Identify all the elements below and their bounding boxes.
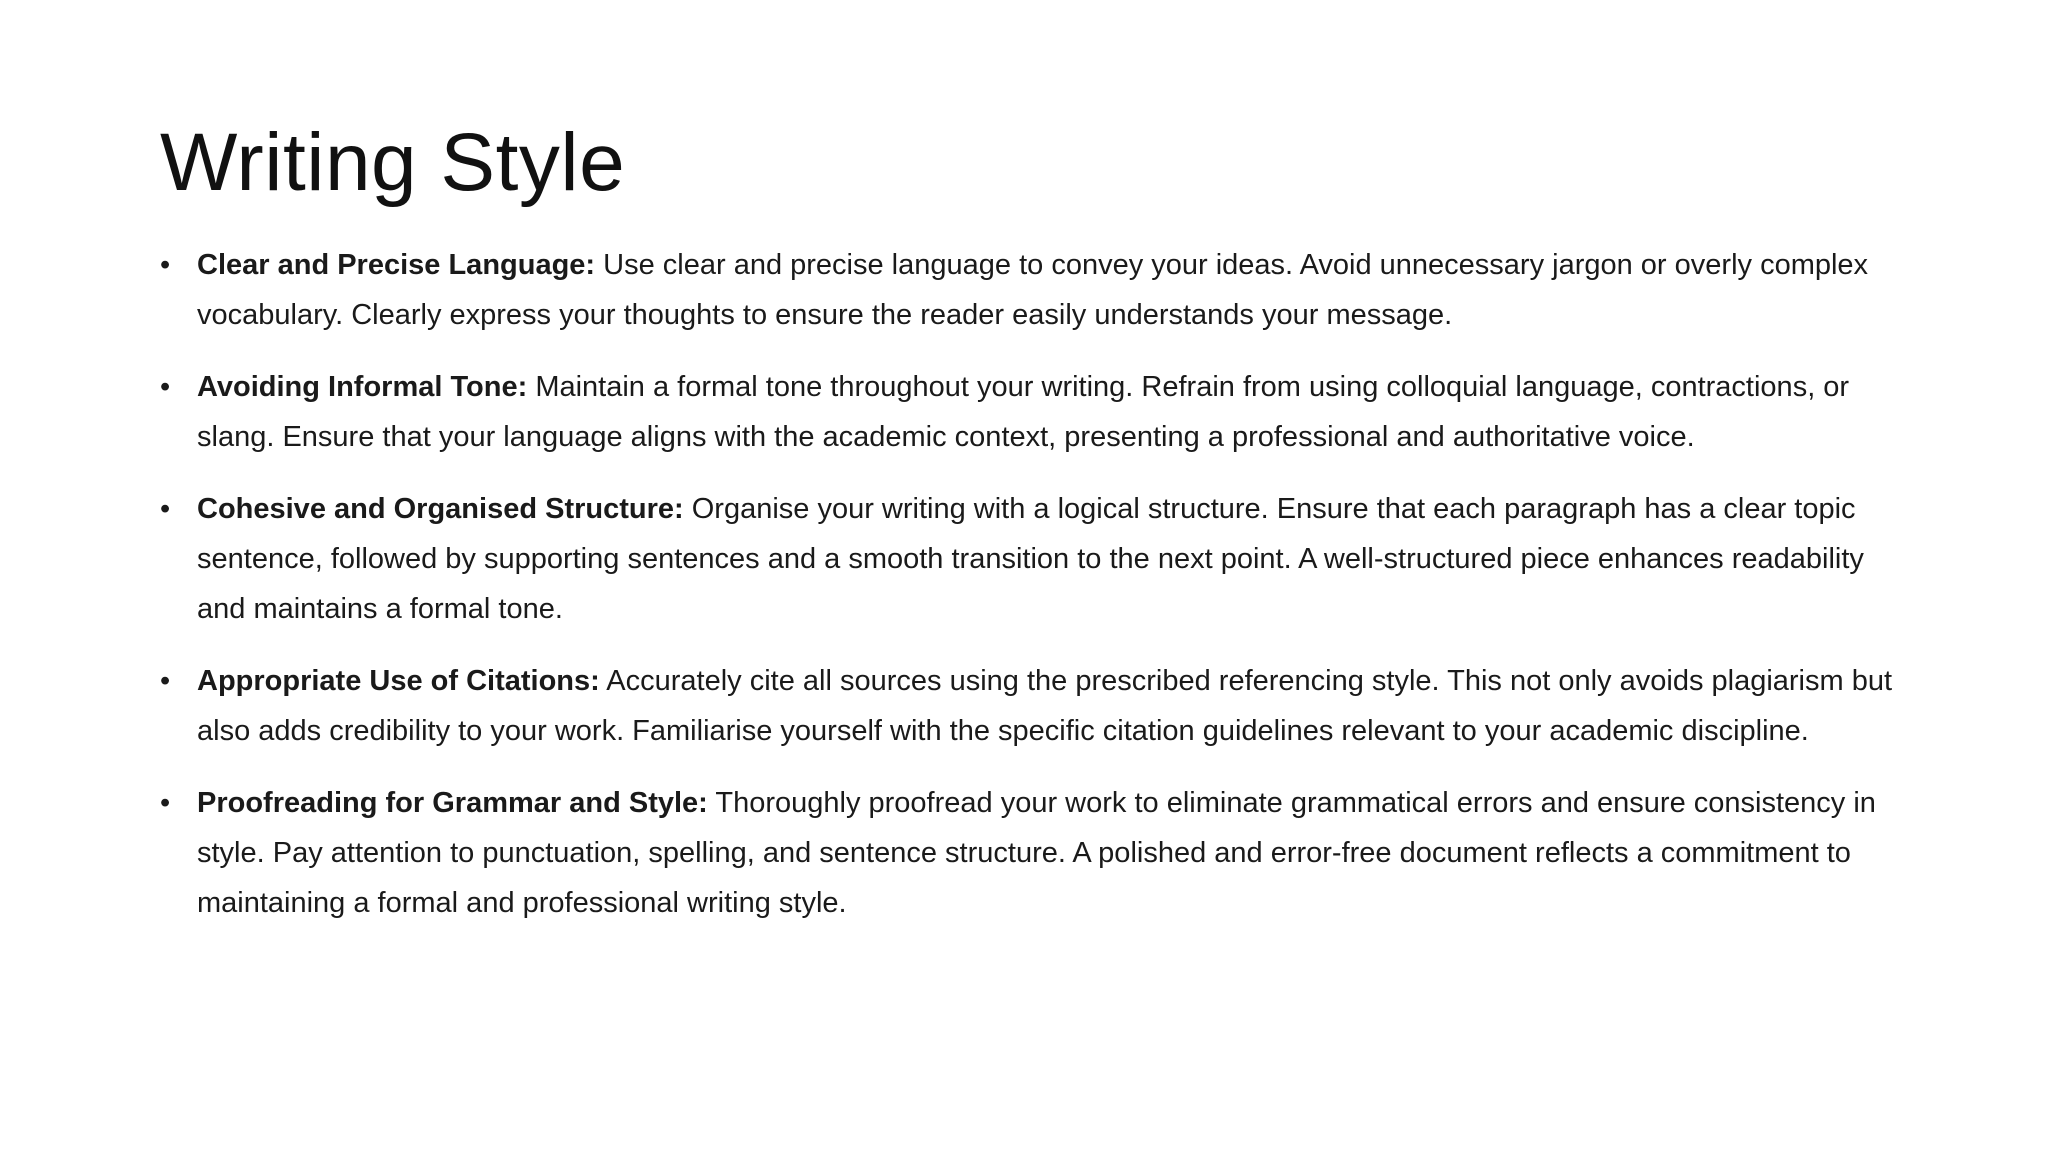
bullet-heading: Proofreading for Grammar and Style: bbox=[197, 787, 708, 819]
bullet-heading: Avoiding Informal Tone: bbox=[197, 371, 528, 403]
slide-title: Writing Style bbox=[160, 117, 626, 208]
bullet-heading: Cohesive and Organised Structure: bbox=[197, 493, 684, 525]
bullet-dot-icon: • bbox=[160, 787, 171, 819]
bullet-text: Organise your writing with a logical structure. Ensure that each paragraph has a clear topic sentence, followed by supporting sentences and a smooth transition to the next point. A well-structured piece enhances readability and maintains a formal tone. bbox=[197, 493, 1864, 625]
bullet-item bbox=[160, 656, 1900, 756]
bullet-dot-icon: • bbox=[160, 493, 171, 525]
bullet-dot-icon: • bbox=[160, 665, 171, 697]
bullet-text: Accurately cite all sources using the prescribed referencing style. This not only avoids plagiarism but also adds credibility to your work. Familiarise yourself with the specific citation guidelines relevant to your academic discipline. bbox=[197, 665, 1893, 747]
bullet-text: Thoroughly proofread your work to eliminate grammatical errors and ensure consistency in style. Pay attention to punctuation, spelling, and sentence structure. A polished and error-free document reflects a commitment to maintaining a formal and professional writing style. bbox=[197, 787, 1876, 919]
bullet-item bbox=[160, 484, 1900, 634]
bullet-dot-icon: • bbox=[160, 249, 171, 281]
bullet-item bbox=[160, 362, 1900, 462]
bullet-text: Maintain a formal tone throughout your writing. Refrain from using colloquial language, contractions, or slang. Ensure that your language aligns with the academic context, presenting a professional and authoritative voice. bbox=[197, 371, 1850, 453]
bullet-item bbox=[160, 240, 1900, 340]
bullet-heading: Clear and Precise Language: bbox=[197, 249, 596, 281]
bullet-item bbox=[160, 778, 1900, 928]
bullet-list bbox=[160, 240, 1900, 950]
bullet-heading: Appropriate Use of Citations: bbox=[197, 665, 600, 697]
bullet-dot-icon: • bbox=[160, 371, 171, 403]
bullet-text: Use clear and precise language to convey your ideas. Avoid unnecessary jargon or overly complex vocabulary. Clearly express your thoughts to ensure the reader easily understands your message. bbox=[197, 249, 1869, 331]
